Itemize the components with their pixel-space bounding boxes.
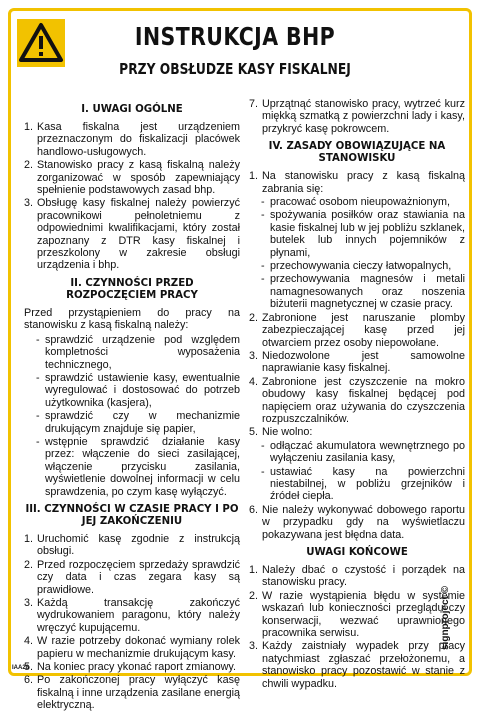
item-text: sprawdzić czy w mechanizmie drukującym znajduje się papier, — [45, 410, 240, 435]
numbered-item — [249, 376, 465, 426]
item-text: Przed rozpoczęciem sprzedaży sprawdzić czy data i czas zegara kasy są prawidłowe. — [37, 558, 240, 596]
dash-item — [261, 209, 465, 259]
item-number: 3. — [24, 197, 34, 210]
item-text: Należy dbać o czystość i porządek na stanowisku pracy. — [262, 564, 465, 589]
dash-bullet: - — [261, 273, 265, 286]
numbered-item — [249, 504, 465, 541]
item-text: Stanowisko pracy z kasą fiskalną należy zorganizować w sposób zapewniający spełnienie podstawowych zasad bhp. — [37, 159, 240, 197]
numbered-item — [249, 98, 465, 135]
item-text: Kasa fiskalna jest urządzeniem przeznaczonym do fiskalizacji placówek handlowo-usługowych. — [37, 121, 240, 158]
dash-item — [261, 196, 465, 208]
page-title: INSTRUKCJA BHP — [134, 22, 336, 51]
item-text: Niedozwolone jest samowolne naprawianie kasy fiskalnej. — [262, 349, 465, 375]
numbered-item — [249, 170, 465, 195]
item-number: 1. — [249, 170, 259, 183]
dash-bullet: - — [261, 465, 265, 478]
section-heading: II. CZYNNOŚCI PRZED ROZPOCZĘCIEM PRACY — [66, 277, 198, 301]
item-number: 1. — [249, 564, 259, 576]
item-text: Nie wolno: — [262, 426, 313, 439]
item-number: 3. — [24, 597, 34, 609]
page-subtitle: PRZY OBSŁUDZE KASY FISKALNEJ — [119, 60, 351, 78]
product-code: IAA28 — [12, 665, 30, 671]
item-number: 5. — [249, 426, 259, 439]
section-heading: UWAGI KOŃCOWE — [306, 547, 408, 558]
left-column — [24, 98, 240, 713]
section-heading: III. CZYNNOŚCI W CZASIE PRACY I PO JEJ ZAKOŃCZENIU — [25, 503, 239, 527]
item-text: Nie należy wykonywać dobowego raportu w przypadku gdy na wyświetlaczu pokazywana jest błędna data. — [262, 503, 465, 541]
numbered-item — [249, 564, 465, 589]
dash-item — [261, 273, 465, 310]
item-number: 2. — [249, 589, 259, 602]
item-text: wstępnie sprawdzić działanie kasy przez: włączenie do sieci zasilającej, włączenie przycisku zasilania, wyświetlenie dowolnej informacji w celu sprawdzenia, po czym kasę wyłączyć. — [45, 435, 240, 498]
numbered-item — [249, 640, 465, 690]
item-number: 3. — [249, 349, 259, 362]
numbered-item — [24, 661, 240, 673]
dash-bullet: - — [36, 410, 40, 423]
dash-bullet: - — [261, 260, 265, 273]
numbered-item — [24, 533, 240, 558]
item-text: Obsługę kasy fiskalnej należy powierzyć pracownikowi pełnoletniemu z odpowiednimi kwalifikacjami, który został zapoznany z DTR kasy fiskalnej i przeszkolony w zakresie obsługi urządzenia i bhp. — [37, 197, 240, 272]
dash-item — [36, 372, 240, 409]
item-text: pracować osobom nieupoważnionym, — [270, 196, 451, 209]
item-text: Na stanowisku pracy z kasą fiskalną zabrania się: — [262, 170, 465, 195]
numbered-item — [24, 159, 240, 196]
paragraph: Przed przystąpieniem do pracy na stanowisku z kasą fiskalną należy: — [24, 306, 240, 332]
numbered-item — [249, 426, 465, 438]
item-text: Uruchomić kasę zgodnie z instrukcją obsługi. — [37, 532, 240, 558]
numbered-item — [24, 197, 240, 271]
numbered-item — [249, 590, 465, 640]
section-heading: IV. ZASADY OBOWIĄZUJĄCE NA STANOWISKU — [268, 141, 446, 165]
item-text: W razie wystąpienia błędu w systemie wskazań lub konieczności przeglądu czy konserwacji, wezwać uprawnionego pracownika serwisu. — [262, 589, 465, 640]
dash-item — [36, 334, 240, 371]
numbered-item — [249, 312, 465, 349]
dash-bullet: - — [36, 371, 40, 384]
dash-item — [261, 440, 465, 465]
item-text: przechowywania cieczy łatwopalnych, — [270, 260, 452, 273]
item-text: sprawdzić ustawienie kasy, ewentualnie wyregulować i dostosować do potrzeb użytkownika (kasjera), — [45, 371, 240, 409]
item-text: Uprzątnąć stanowisko pracy, wytrzeć kurz miękką szmatką z powierzchni lady i kasy, przykryć kasę pokrowcem. — [262, 98, 465, 135]
item-number: 6. — [24, 674, 34, 687]
brand-mark: signproject © — [440, 585, 451, 650]
item-text: odłączać akumulatora wewnętrznego po wyłączeniu zasilania kasy, — [270, 439, 465, 465]
item-number: 2. — [249, 311, 259, 324]
item-text: sprawdzić urządzenie pod względem kompletności wyposażenia technicznego, — [45, 333, 240, 371]
dash-bullet: - — [261, 209, 265, 222]
item-number: 5. — [24, 661, 34, 674]
item-text: Każdy zaistniały wypadek przy pracy natychmiast zgłaszać przełożonemu, a stanowisko pracy pozostawić w stanie z chwili wypadku. — [262, 640, 465, 690]
item-number: 4. — [24, 635, 34, 648]
item-number: 1. — [24, 532, 34, 545]
numbered-item — [24, 121, 240, 158]
item-text: Zabronione jest naruszanie plomby zabezpieczającej kasę przed jej otwarciem przez osoby niepowołane. — [262, 311, 465, 349]
right-column — [249, 98, 465, 691]
dash-bullet: - — [261, 196, 265, 209]
numbered-item — [24, 674, 240, 711]
section-heading: I. UWAGI OGÓLNE — [81, 104, 183, 115]
item-number: 4. — [249, 375, 259, 388]
dash-item — [261, 260, 465, 272]
item-text: ustawiać kasy na powierzchni niestabilnej, w pobliżu grzejników i źródeł ciepła. — [270, 465, 465, 503]
dash-item — [36, 410, 240, 435]
item-text: W razie potrzeby dokonać wymiany rolek papieru w mechanizmie drukującym kasy. — [37, 635, 240, 660]
item-number: 7. — [249, 98, 259, 110]
item-number: 6. — [249, 503, 259, 516]
item-number: 3. — [249, 640, 259, 653]
numbered-item — [24, 635, 240, 660]
dash-item — [261, 466, 465, 503]
item-text: Na koniec pracy ykonać raport zmianowy. — [37, 661, 237, 674]
dash-bullet: - — [36, 435, 40, 448]
item-number: 2. — [24, 159, 34, 172]
item-text: Po zakończonej pracy wyłączyć kasę fiskalną i inne urządzenia zasilane energią elektryczną. — [37, 674, 240, 712]
dash-bullet: - — [261, 439, 265, 452]
numbered-item — [249, 350, 465, 375]
numbered-item — [24, 597, 240, 634]
warning-sign-icon — [17, 19, 65, 67]
item-text: spożywania posiłków oraz stawiania na kasie fiskalnej lub w jej pobliżu szklanek, butelek lub innych pojemników z płynami, — [270, 209, 465, 259]
dash-item — [36, 436, 240, 498]
numbered-item — [24, 559, 240, 596]
dash-bullet: - — [36, 333, 40, 346]
item-text: Każdą transakcję zakończyć wydrukowaniem paragonu, który należy wręczyć kupującemu. — [37, 597, 240, 634]
item-text: przechowywania magnesów i metali namagnesowanych oraz noszenia biżuterii magnetycznej w czasie pracy. — [270, 273, 465, 311]
item-number: 2. — [24, 558, 34, 571]
item-number: 1. — [24, 121, 34, 133]
item-text: Zabronione jest czyszczenie na mokro obudowy kasy fiskalnej będącej pod napięciem oraz używania do czyszczenia rozpuszczalników. — [262, 375, 465, 425]
